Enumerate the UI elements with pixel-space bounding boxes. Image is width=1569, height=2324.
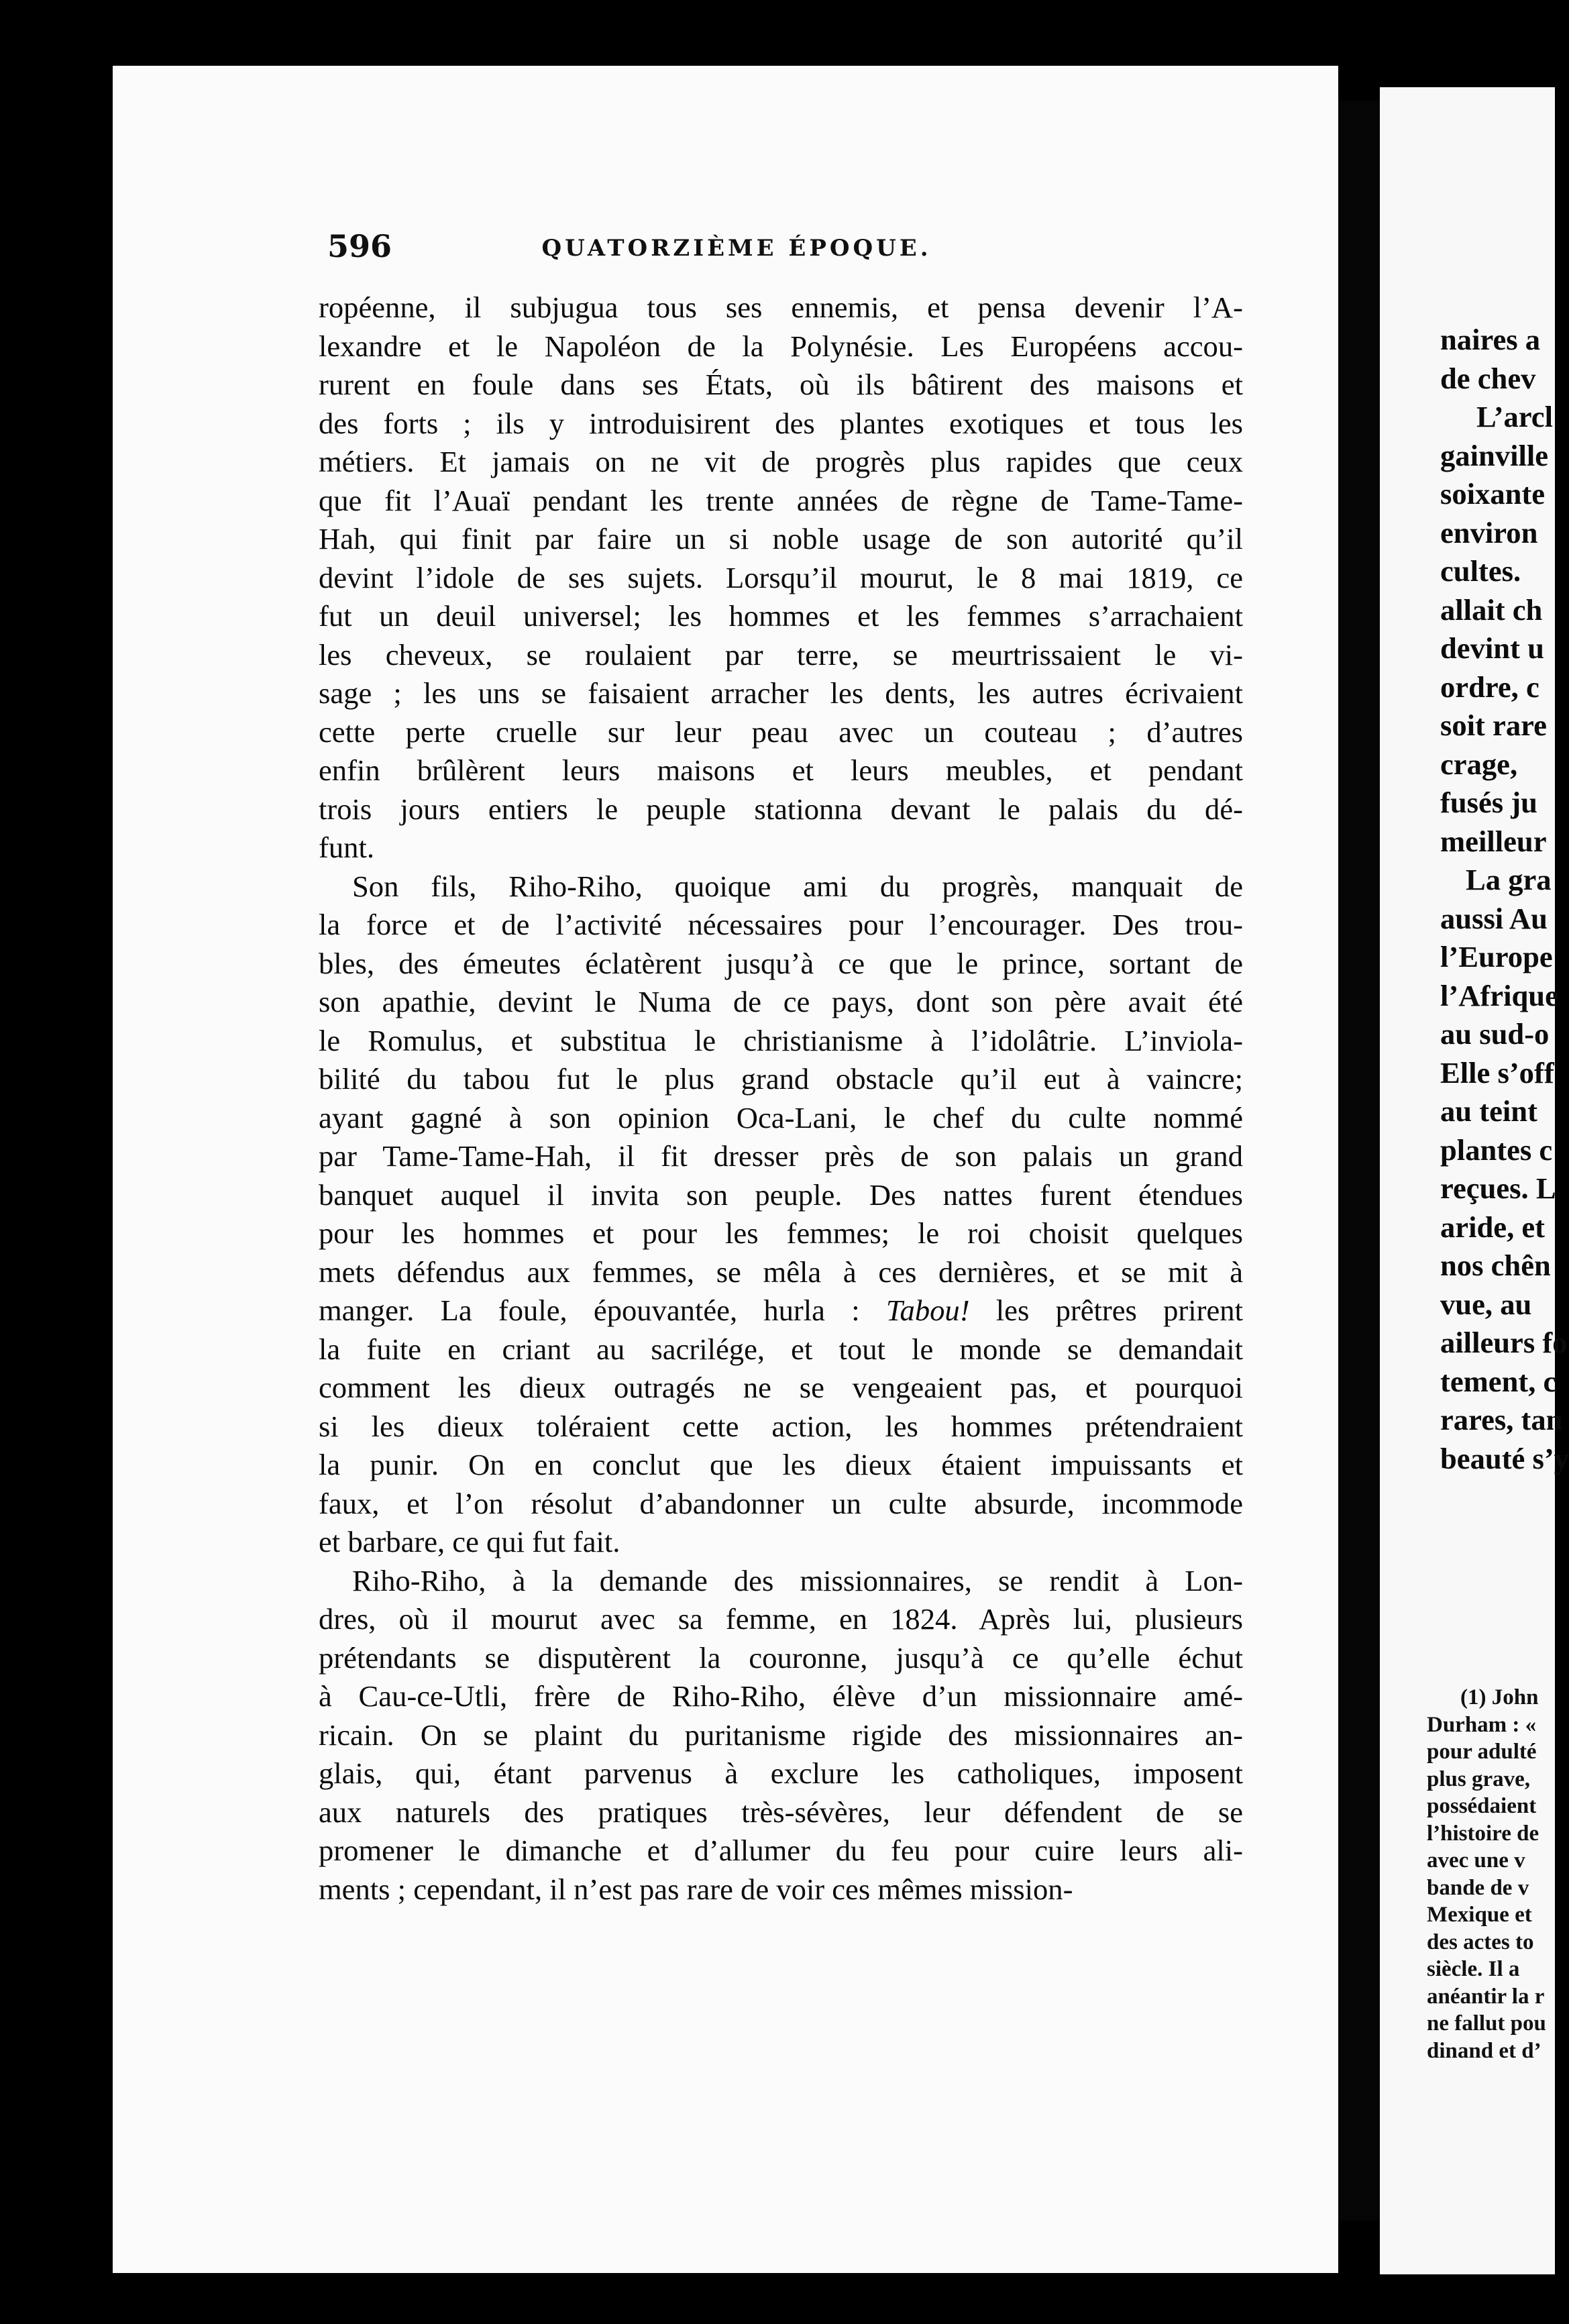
running-head: QUATORZIÈME ÉPOQUE.	[541, 235, 932, 262]
text-line: faux, et l’on résolut d’abandonner un culte absurde, incommode	[319, 1486, 1243, 1520]
text-line: métiers. Et jamais on ne vit de progrès plus rapides que ceux	[319, 445, 1243, 478]
text-line: promener le dimanche et d’allumer du feu pour cuire leurs ali-	[319, 1834, 1243, 1867]
facing-page-footnote-line: avec une v	[1427, 1848, 1525, 1872]
facing-page-footnotes	[1427, 1684, 1546, 2064]
text-line: pour les hommes et pour les femmes; le roi choisit quelques	[319, 1216, 1243, 1250]
text-line: la fuite en criant au sacrilége, et tout le monde se demandait	[319, 1332, 1243, 1366]
text-line: par Tame-Tame-Hah, il fit dresser près de son palais un grand	[319, 1139, 1243, 1173]
text-line: et barbare, ce qui fut fait.	[319, 1525, 620, 1559]
text-line: des forts ; ils y introduisirent des plantes exotiques et tous les	[319, 406, 1243, 440]
facing-page-line: meilleur	[1440, 824, 1547, 858]
text-line: ayant gagné à son opinion Oca-Lani, le chef du culte nommé	[319, 1100, 1243, 1134]
text-line: son apathie, devint le Numa de ce pays, dont son père avait été	[319, 985, 1243, 1018]
text-line: fut un deuil universel; les hommes et les femmes s’arrachaient	[319, 599, 1243, 633]
facing-page-text	[1440, 321, 1569, 1478]
text-line: à Cau-ce-Utli, frère de Riho-Riho, élève d’un missionnaire amé-	[319, 1679, 1243, 1713]
facing-page-footnote-line: bande de v	[1427, 1875, 1529, 1900]
facing-page-footnote-line: dinand et d’	[1427, 2038, 1541, 2063]
page-number: 596	[327, 228, 392, 264]
facing-page-line: fusés ju	[1440, 786, 1537, 819]
facing-page	[1380, 87, 1569, 2274]
text-line: que fit l’Auaï pendant les trente années de règne de Tame-Tame-	[319, 483, 1243, 517]
facing-page-footnote-line: ne fallut pou	[1427, 2011, 1546, 2036]
facing-page-line: de chev	[1440, 361, 1536, 395]
facing-page-line: soixante	[1440, 477, 1546, 511]
facing-page-line: Elle s’off	[1440, 1055, 1554, 1090]
text-line: trois jours entiers le peuple stationna devant le palais du dé-	[319, 792, 1243, 826]
facing-page-line: soit rare	[1440, 708, 1547, 742]
facing-page-line: gainville	[1440, 438, 1549, 472]
facing-page-footnote-line: anéantir la r	[1427, 1984, 1545, 2009]
facing-page-line: cultes.	[1440, 554, 1521, 588]
page-header	[213, 228, 1260, 275]
facing-page-line: devint u	[1440, 631, 1544, 665]
facing-page-line: vue, au	[1440, 1287, 1532, 1321]
text-line: bles, des émeutes éclatèrent jusqu’à ce que le prince, sortant de	[319, 946, 1243, 980]
text-line: aux naturels des pratiques très-sévères, leur défendent de se	[319, 1795, 1243, 1829]
text-line: la force et de l’activité nécessaires pour l’encourager. Des trou-	[319, 908, 1243, 941]
text-line: si les dieux toléraient cette action, les hommes prétendraient	[319, 1409, 1243, 1443]
facing-page-line: environ	[1440, 515, 1538, 549]
facing-page-line: plantes c	[1440, 1132, 1553, 1167]
facing-page-footnote-line: siècle. Il a	[1427, 1957, 1520, 1981]
facing-page-footnote-line: possédaient	[1427, 1794, 1537, 1818]
text-line: mets défendus aux femmes, se mêla à ces dernières, et se mit à	[319, 1255, 1243, 1289]
text-line: Son fils, Riho-Riho, quoique ami du progrès, manquait de	[352, 869, 1243, 903]
facing-page-footnote-line: Durham : «	[1427, 1712, 1537, 1737]
body-text	[319, 288, 1243, 1909]
facing-page-footnote-line: (1) John	[1460, 1685, 1539, 1709]
text-line: funt.	[319, 831, 374, 864]
text-line: comment les dieux outragés ne se vengeaient pas, et pourquoi	[319, 1371, 1243, 1404]
facing-page-line: ordre, c	[1440, 670, 1539, 704]
text-line: la punir. On en conclut que les dieux étaient impuissants et	[319, 1448, 1243, 1481]
facing-page-line: rares, tan	[1440, 1403, 1563, 1436]
facing-page-line: allait ch	[1440, 592, 1543, 627]
facing-page-line: aussi Au	[1440, 901, 1548, 935]
facing-page-footnote-line: plus grave,	[1427, 1766, 1531, 1791]
facing-page-line: au sud-o	[1440, 1017, 1550, 1051]
text-line: les cheveux, se roulaient par terre, se meurtrissaient le vi-	[319, 637, 1243, 672]
text-line: le Romulus, et substitua le christianisme à l’idolâtrie. L’inviola-	[319, 1023, 1243, 1057]
text-line: ments ; cependant, il n’est pas rare de voir ces mêmes mission-	[319, 1872, 1073, 1906]
facing-page-line: nos chên	[1440, 1249, 1551, 1282]
facing-page-line: beauté s’y	[1440, 1441, 1569, 1475]
text-line: lexandre et le Napoléon de la Polynésie. Les Européens accou-	[319, 329, 1243, 363]
emphasis: Tabou!	[885, 1293, 970, 1327]
text-line: ropéenne, il subjugua tous ses ennemis, et pensa devenir l’A-	[319, 290, 1243, 324]
facing-page-footnote-line: des actes to	[1427, 1930, 1534, 1954]
facing-page-line: crage,	[1440, 747, 1518, 781]
text-line: enfin brûlèrent leurs maisons et leurs meubles, et pendant	[319, 753, 1243, 787]
facing-page-footnote-line: l’histoire de	[1427, 1821, 1539, 1846]
text-line: bilité du tabou fut le plus grand obstacle qu’il eut à vaincre;	[319, 1062, 1243, 1096]
facing-page-line: l’Afrique	[1440, 978, 1558, 1012]
text-line: manger. La foule, épouvantée, hurla : Tabou! les prêtres prirent	[319, 1293, 1243, 1327]
text-line: rurent en foule dans ses États, où ils bâtirent des maisons et	[319, 368, 1243, 401]
text-line: dres, où il mourut avec sa femme, en 1824. Après lui, plusieurs	[319, 1602, 1243, 1636]
facing-page-line: ailleurs fo	[1440, 1326, 1568, 1359]
book-gutter	[1338, 101, 1380, 2221]
facing-page-footnote-line: pour adulté	[1427, 1740, 1537, 1764]
text-line: devint l’idole de ses sujets. Lorsqu’il mourut, le 8 mai 1819, ce	[319, 560, 1243, 594]
facing-page-line: La gra	[1466, 863, 1552, 896]
text-line: ricain. On se plaint du puritanisme rigide des missionnaires an-	[319, 1718, 1243, 1752]
facing-page-line: au teint	[1440, 1094, 1537, 1128]
facing-page-line: naires a	[1440, 323, 1541, 356]
facing-page-line: reçues. L	[1440, 1171, 1556, 1205]
text-line: banquet auquel il invita son peuple. Des nattes furent étendues	[319, 1177, 1243, 1212]
facing-page-line: tement, c	[1440, 1364, 1557, 1398]
text-line: glais, qui, étant parvenus à exclure les catholiques, imposent	[319, 1756, 1243, 1790]
facing-page-line: aride, et	[1440, 1210, 1546, 1244]
text-line: Riho-Riho, à la demande des missionnaires, se rendit à Lon-	[352, 1563, 1243, 1597]
facing-page-footnote-line: Mexique et	[1427, 1903, 1532, 1927]
facing-page-line: L’arcl	[1476, 400, 1553, 433]
text-line: sage ; les uns se faisaient arracher les dents, les autres écrivaient	[319, 676, 1243, 710]
text-line: cette perte cruelle sur leur peau avec un couteau ; d’autres	[319, 715, 1243, 749]
text-line: Hah, qui finit par faire un si noble usage de son autorité qu’il	[319, 522, 1243, 556]
text-line: prétendants se disputèrent la couronne, jusqu’à ce qu’elle échut	[319, 1640, 1243, 1675]
facing-page-line: l’Europe	[1440, 940, 1553, 973]
